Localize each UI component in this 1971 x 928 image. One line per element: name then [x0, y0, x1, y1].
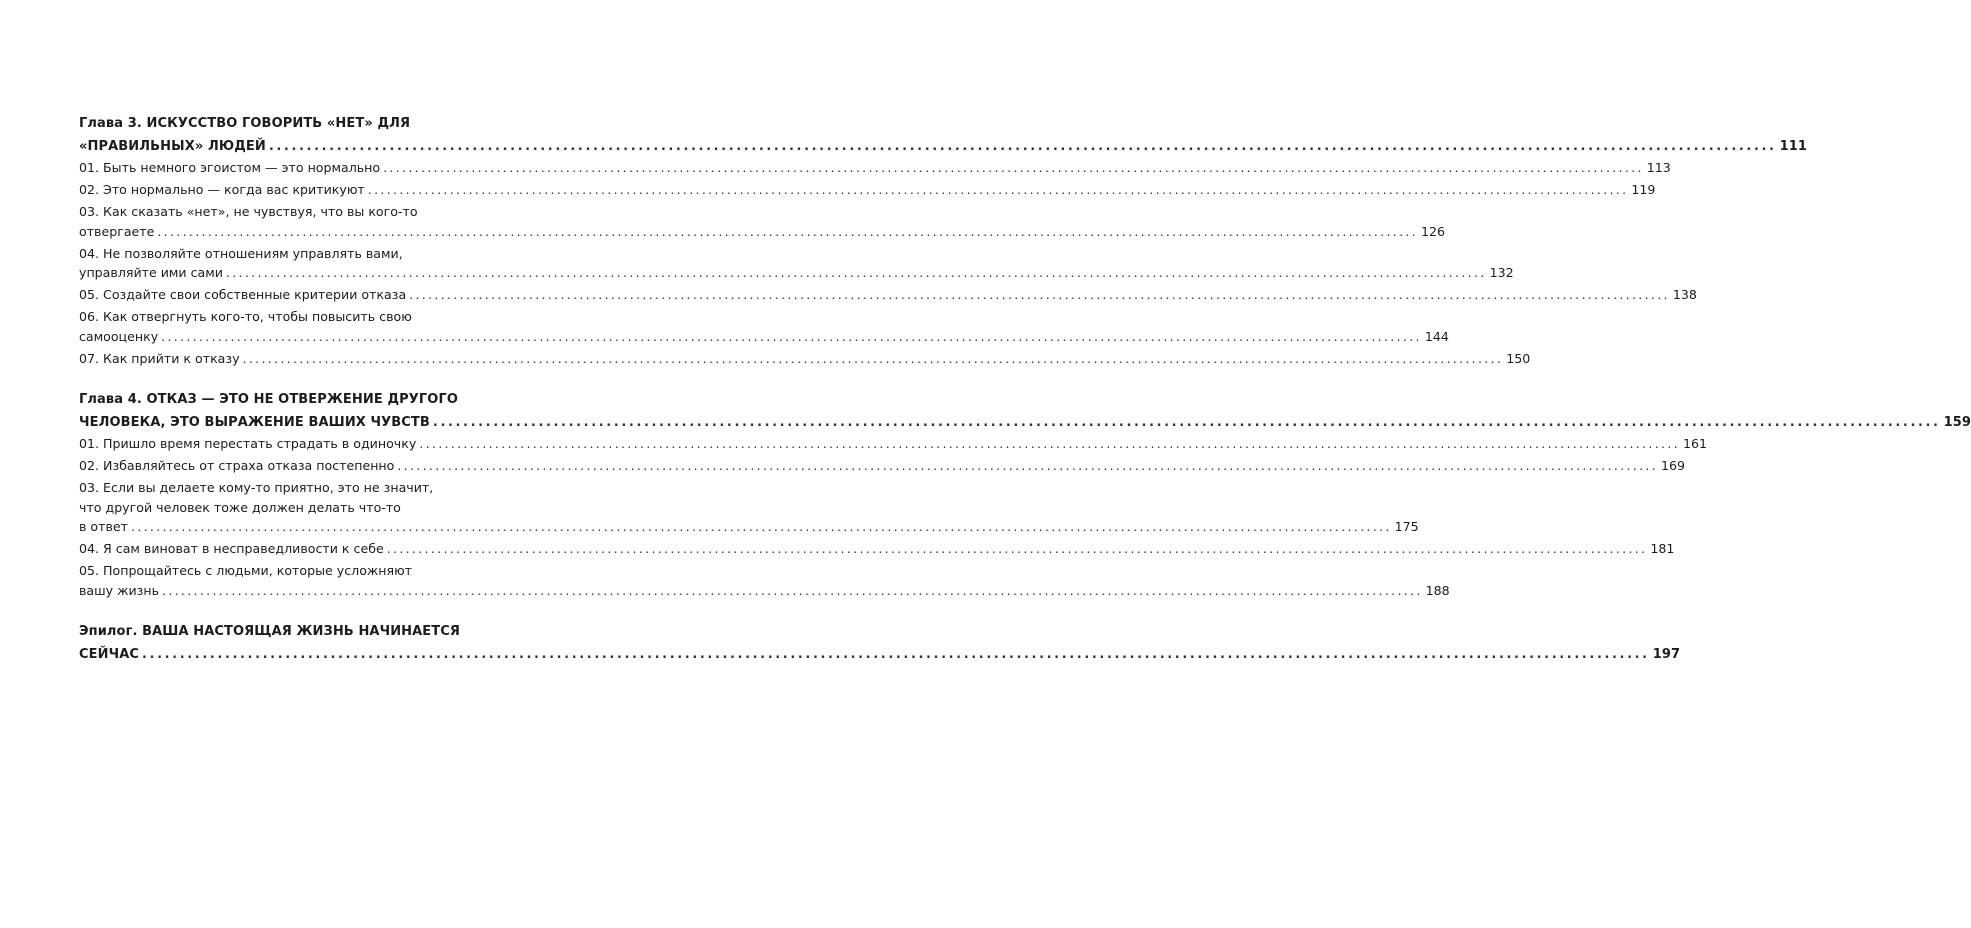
- dot-leader: ........................................................................................................................................................................................................: [225, 265, 1487, 280]
- chapter-title: [79, 620, 1681, 666]
- toc-entry: [79, 349, 1531, 369]
- page-number: 150: [1506, 350, 1531, 366]
- entry-text: 05. Создайте свои собственные критерии отказа: [79, 287, 407, 302]
- toc-line: [79, 244, 517, 264]
- toc-line: [79, 411, 1971, 434]
- toc-line: [79, 180, 1656, 200]
- toc-entry: [79, 561, 1450, 600]
- toc-entry: [79, 202, 1446, 241]
- page-number: 144: [1424, 328, 1449, 344]
- toc-line: [79, 349, 1531, 369]
- chapter-title: [79, 388, 1971, 434]
- dot-leader: ........................................................................................................................................................................................................: [383, 160, 1644, 175]
- entry-text: что другой человек тоже должен делать что-то: [79, 499, 401, 515]
- dot-leader: ........................................................................................................................................................................................................: [386, 541, 1648, 556]
- chapter-title: [79, 112, 1807, 158]
- entry-text: ЧЕЛОВЕКА, ЭТО ВЫРАЖЕНИЕ ВАШИХ ЧУВСТВ: [79, 415, 430, 430]
- entry-text: 01. Быть немного эгоистом — это нормально: [79, 160, 381, 175]
- page-number: 197: [1652, 647, 1681, 662]
- entry-text: СЕЙЧАС: [79, 647, 140, 662]
- toc-entry: [79, 158, 1671, 178]
- page-number: 159: [1943, 415, 1971, 430]
- entry-text: вашу жизнь: [79, 582, 160, 598]
- entry-text: самооценку: [79, 328, 159, 344]
- toc-line: [79, 222, 1446, 242]
- dot-leader: ........................................................................................................................................................................................................: [242, 350, 1504, 366]
- dot-leader: ........................................................................................................................................................................................................: [432, 415, 1941, 430]
- entry-text: 01. Пришло время перестать страдать в одиночку: [79, 436, 417, 451]
- dot-leader: ........................................................................................................................................................................................................: [162, 582, 1423, 598]
- dot-leader: ........................................................................................................................................................................................................: [419, 436, 1680, 451]
- entry-text: 04. Не позволяйте отношениям управлять вами,: [79, 245, 403, 261]
- toc-entry: [79, 244, 1514, 283]
- entry-text: 03. Если вы делаете кому-то приятно, это не значит,: [79, 480, 434, 495]
- toc-line: [79, 581, 1450, 601]
- entry-text: управляйте ими сами: [79, 265, 223, 280]
- page-number: 138: [1672, 287, 1697, 302]
- dot-leader: ........................................................................................................................................................................................................: [268, 139, 1777, 154]
- toc-line: [79, 517, 1419, 537]
- chapter-prefix: Глава 3.: [79, 116, 147, 131]
- dot-leader: ........................................................................................................................................................................................................: [130, 519, 1392, 534]
- table-of-contents: [79, 112, 1971, 686]
- toc-line: [79, 456, 1686, 476]
- page-number: 126: [1421, 223, 1446, 239]
- toc-line: [79, 620, 517, 643]
- toc-entry: [79, 307, 1449, 346]
- toc-line: [79, 388, 517, 411]
- dot-leader: ........................................................................................................................................................................................................: [142, 647, 1650, 662]
- entry-text: Глава 3. ИСКУССТВО ГОВОРИТЬ «НЕТ» ДЛЯ: [79, 116, 411, 131]
- toc-line: [79, 478, 517, 498]
- toc-line: [79, 561, 517, 581]
- dot-leader: ........................................................................................................................................................................................................: [161, 328, 1422, 344]
- entry-text: 02. Это нормально — когда вас критикуют: [79, 182, 365, 197]
- toc-entry: [79, 434, 1707, 454]
- toc-line: [79, 327, 1449, 347]
- toc-entry: [79, 285, 1697, 305]
- toc-entry: [79, 456, 1686, 476]
- page-number: 111: [1779, 139, 1807, 154]
- page-number: 175: [1394, 519, 1419, 534]
- dot-leader: ........................................................................................................................................................................................................: [397, 458, 1659, 473]
- toc-line: [79, 158, 1671, 178]
- toc-line: [79, 263, 1514, 283]
- entry-text: 07. Как прийти к отказу: [79, 350, 240, 366]
- dot-leader: ........................................................................................................................................................................................................: [409, 287, 1670, 302]
- chapter-section: [79, 388, 1971, 600]
- toc-line: [79, 112, 517, 135]
- chapter-prefix: Эпилог.: [79, 624, 143, 639]
- page-number: 169: [1661, 458, 1686, 473]
- entry-text: 06. Как отвергнуть кого-то, чтобы повысить свою: [79, 309, 412, 324]
- entry-text: 02. Избавляйтесь от страха отказа постепенно: [79, 458, 395, 473]
- entry-text: Эпилог. ВАША НАСТОЯЩАЯ ЖИЗНЬ НАЧИНАЕТСЯ: [79, 624, 461, 639]
- page-number: 113: [1646, 160, 1671, 175]
- entry-text: 05. Попрощайтесь с людьми, которые усложняют: [79, 563, 413, 578]
- toc-entry: [79, 478, 1419, 537]
- toc-line: [79, 135, 1807, 158]
- page-number: 132: [1489, 265, 1514, 280]
- chapter-section: [79, 112, 1807, 368]
- toc-line: [79, 434, 1707, 454]
- page-number: 188: [1425, 582, 1450, 598]
- entry-text: «ПРАВИЛЬНЫХ» ЛЮДЕЙ: [79, 139, 266, 154]
- toc-line: [79, 539, 1675, 559]
- entry-text: отвергаете: [79, 223, 155, 239]
- toc-line: [79, 307, 517, 327]
- toc-line: [79, 285, 1697, 305]
- entry-text: 04. Я сам виноват в несправедливости к себе: [79, 541, 384, 556]
- toc-entry: [79, 539, 1675, 559]
- toc-entry: [79, 180, 1656, 200]
- dot-leader: ........................................................................................................................................................................................................: [157, 223, 1419, 239]
- page-number: 181: [1650, 541, 1675, 556]
- entry-text: в ответ: [79, 519, 128, 534]
- chapter-prefix: Глава 4.: [79, 392, 147, 407]
- toc-line: [79, 498, 517, 518]
- entry-text: 03. Как сказать «нет», не чувствуя, что вы кого-то: [79, 204, 418, 219]
- dot-leader: ........................................................................................................................................................................................................: [367, 182, 1629, 197]
- page-number: 161: [1682, 436, 1707, 451]
- toc-line: [79, 643, 1681, 666]
- toc-line: [79, 202, 517, 222]
- chapter-section: [79, 620, 1681, 666]
- page-number: 119: [1631, 182, 1656, 197]
- entry-text: Глава 4. ОТКАЗ — ЭТО НЕ ОТВЕРЖЕНИЕ ДРУГОГО: [79, 392, 458, 407]
